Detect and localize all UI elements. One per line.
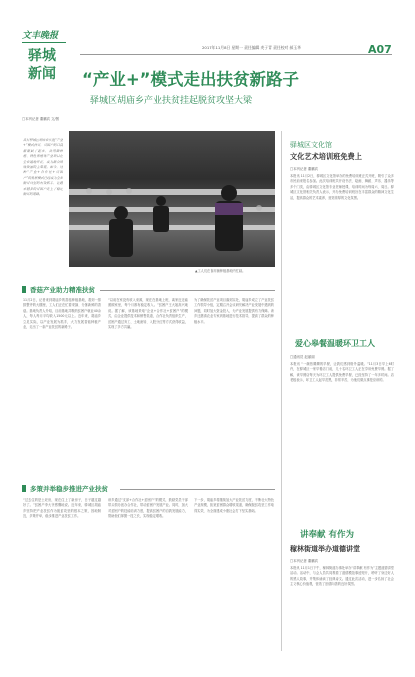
page-number: A07 bbox=[368, 43, 392, 56]
right-s3-text: 本报讯 11月1日下午，稼林街道办事处举办“讲奉献 有作为”主题道德讲堂活动。活动中，与会人员共同观看了道德模范事迹短片，聆听了身边好人的感人故事，并集体诵读了经典诗文。通过此次活动，进一步弘扬了社会主义核心价值观，营造了崇德向善的良好氛围。 bbox=[290, 566, 394, 587]
section1-title: 香菇产业助力精准扶贫 bbox=[30, 286, 95, 294]
section1-marker bbox=[22, 286, 26, 293]
right-s1-text: 本报讯 11月2日，驿城区文化馆举办的免费培训班正式开班，吸引了众多市民前来报名参加。此次培训班共开设书法、绘画、舞蹈、声乐、器乐等多个门类，由驿城区文化馆专业老师授课，培训时间为每周六、周日。驿城区文化馆相关负责人表示，开办免费培训班旨在丰富群众的精神文化生活，提高群众的艺术素养，营造浓厚的文化氛围。 bbox=[290, 174, 394, 200]
date-line: 2017年11月8日 星期一 责任编辑 麦子青 责任校对 郝玉华 bbox=[202, 45, 301, 50]
section1-col3: 为了确保扶贫产业项目落到实处，胡庙乡成立了产业扶贫工作领导小组，定期召开会议研究解决产业发展中遇到的问题，同时加大资金投入，为产业发展提供有力保障。该乡还邀请农业专家到基地进行技术指导，提高了群众的种植水平。 bbox=[194, 298, 274, 324]
photo-caption: ▲工人们在食用菌种植基地内忙碌。 bbox=[195, 269, 246, 273]
right-s1-head: 驿城区文化馆 bbox=[290, 141, 332, 149]
right-s1-title: 文化艺术培训班免费上 bbox=[290, 152, 362, 161]
right-s2-byline: □通讯员 赵丽丽 bbox=[290, 355, 315, 359]
right-s1-byline: □本刊记者 董鹏宾 bbox=[290, 167, 319, 171]
right-s2-title: 爱心皋餐温暖环卫工人 bbox=[295, 339, 375, 348]
right-s3-title: 讲奉献 有作为 bbox=[300, 530, 354, 540]
right-column-divider bbox=[281, 131, 282, 651]
section2-col3: 下一步，胡庙乡将继续加大产业扶贫力度，不断壮大特色产业规模，拓宽贫困群众增收渠道，确保脱贫攻坚工作取得实效，为全面建成小康社会打下坚实基础。 bbox=[194, 498, 274, 513]
lead-title: “产业+”模式走出扶贫新路子 bbox=[82, 70, 300, 89]
section2-rule bbox=[120, 489, 275, 490]
section1-col1: 11月2日，记者来到胡庙乡的香菇种植基地，看到一排排整齐的大棚里，工人们正在忙着采摘、分拣新鲜的香菇。基地负责人介绍，目前基地共吸纳贫困户就业40余人，每人每月平均收入1500元以上。近年来，胡庙乡立足实际，以产业发展为抓手，大力发展香菇种植产业，走出了一条产业扶贫的新路子。 bbox=[23, 298, 101, 330]
section1-col2: “以前在家没有收入来源，现在在基地上班，离家近还能照顾家里，每个月都有稳定收入。”贫困户王大姐高兴地说。据了解，该基地采取“企业+合作社+贫困户”的模式，由企业提供技术和销售渠道，合作社负责组织生产，贫困户通过务工、土地流转、入股分红等方式获得收益，实现了多方共赢。 bbox=[108, 298, 188, 330]
section2-marker bbox=[22, 485, 26, 492]
section2-col2: 该乡通过“支部+合作社+贫困户”的模式，鼓励党员干部带头领办创办合作社，带动贫困户发展产业。同时，加大对贫困户的技能培训力度，提高贫困户的自我发展能力，帮助他们掌握一技之长，实现稳定增收。 bbox=[108, 498, 188, 519]
lead-photo bbox=[69, 131, 275, 267]
section-title-line1: 驿城 bbox=[28, 48, 56, 64]
lead-byline: □本刊记者 董鹏宾 文/图 bbox=[22, 117, 60, 121]
intro-text: 自打驿城区胡庙乡实施“产业+”模式扶贫，贫困户的口袋渐渐鼓了起来，食用菌种植、特色养殖等产业项目在全乡遍地开花，成为群众增收致富的主渠道。如今，这种“产业+合作社+贫困户”的发展模式已经成为全乡脱贫攻坚的有效抓手，让越来越多的贫困户走上了稳定脱贫的道路。 bbox=[23, 138, 63, 197]
section1-rule bbox=[100, 290, 275, 291]
masthead-rule bbox=[80, 54, 392, 55]
section-title-line2: 新闻 bbox=[28, 66, 56, 82]
right-s2-text: 本报讯 “一碗热腾腾的早餐，让我们感到格外温暖。”11月3日早上6时许，在驿城区一家早餐店门前，几十名环卫工人正在享用免费早餐。据了解，该早餐店每天为环卫工人提供免费早餐，已经坚持了一年多时间。店老板表示，环卫工人起早贪黑，非常辛苦，为他们做点事是应该的。 bbox=[290, 362, 394, 383]
section2-title: 多策并举稳步推进产业扶贫 bbox=[30, 485, 108, 493]
photo-scene bbox=[69, 131, 275, 267]
masthead-accent bbox=[22, 42, 66, 43]
section2-col1: “过去住的是土坯房，现在住上了新房子，日子越过越好了。”贫困户李大爷感慨地说。近年来，驿城区胡庙乡坚持把产业扶贫作为脱贫攻坚的根本之策，因地制宜，多策并举，稳步推进产业扶贫工作。 bbox=[23, 498, 101, 519]
paper-name: 文丰晚报 bbox=[22, 31, 59, 41]
right-s3-byline: □本刊记者 董鹏宾 bbox=[290, 559, 319, 563]
right-s3-sub: 稼林街道举办道德讲堂 bbox=[290, 545, 360, 553]
lead-subtitle: 驿城区胡庙乡产业扶贫挂起脱贫攻坚大梁 bbox=[90, 96, 253, 106]
